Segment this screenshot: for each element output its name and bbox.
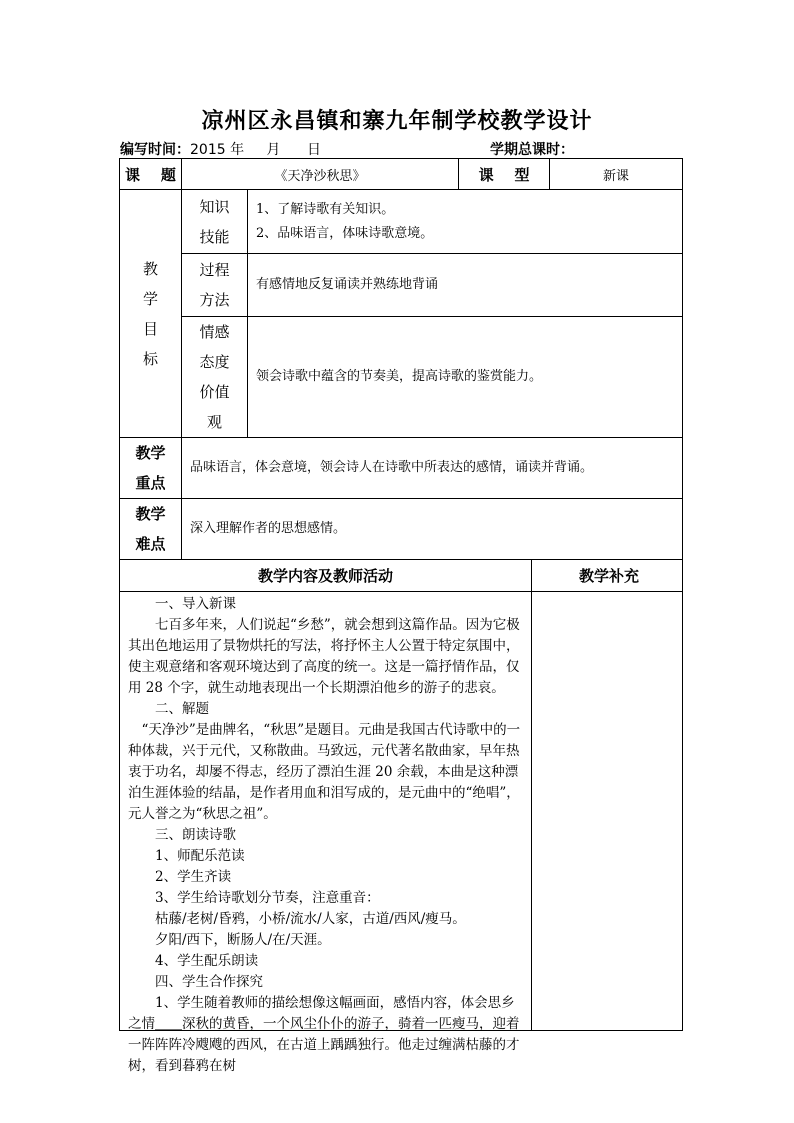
objective-process-row xyxy=(120,254,683,317)
process-content: 有感情地反复诵读并熟练地背诵 xyxy=(248,254,683,317)
content-line: 2、学生齐读 xyxy=(155,869,232,885)
process-label-line: 方法 xyxy=(199,291,230,309)
objective-emotion-row xyxy=(120,317,683,438)
objectives-label-char: 目 xyxy=(142,319,158,338)
emotion-label xyxy=(182,317,248,438)
meta-row xyxy=(120,139,682,159)
content-line: 一、导入新课 xyxy=(155,596,236,612)
knowledge-item: 1、了解诗歌有关知识。 xyxy=(256,201,395,217)
key-point-content: 品味语言，体会意境，领会诗人在诗歌中所表达的感情，诵读并背诵。 xyxy=(182,438,683,499)
knowledge-label-line: 技能 xyxy=(199,227,230,246)
process-label-line: 过程 xyxy=(199,261,230,279)
content-line: 七百多年来，人们说起“乡愁”，就会想到这篇作品。因为它极其出色地运用了景物烘托的写法，将抒怀主人公置于特定氛围中，使主观意绪和客观环境达到了高度的统一。这是一篇抒情作品，仅用 28 个字，就生动地表现出一个长期漂泊他乡的游子的悲哀。 xyxy=(128,617,520,696)
content-line: 3、学生给诗歌划分节奏，注意重音： xyxy=(155,890,380,906)
content-line: 二、解题 xyxy=(155,701,209,717)
lesson-plan-table xyxy=(119,158,683,1074)
content-line: 4、学生配乐朗读 xyxy=(155,953,259,969)
compile-time-label: 编写时间： xyxy=(120,142,190,158)
objectives-label-char: 学 xyxy=(142,289,158,308)
process-label xyxy=(182,254,248,317)
supplement-content xyxy=(532,592,683,1031)
objectives-label xyxy=(120,190,182,438)
difficulty-row xyxy=(120,499,683,560)
emotion-label-line: 观 xyxy=(206,413,222,431)
page-title: 凉州区永昌镇和寨九年制学校教学设计 xyxy=(201,109,593,134)
topic-row xyxy=(120,159,683,190)
knowledge-item: 2、品味语言，体味诗歌意境。 xyxy=(256,225,434,241)
difficulty-content: 深入理解作者的思想感情。 xyxy=(182,499,683,560)
key-point-label-line: 重点 xyxy=(135,474,166,492)
content-line: 1、师配乐范读 xyxy=(155,848,245,864)
emotion-content: 领会诗歌中蕴含的节奏美，提高诗歌的鉴赏能力。 xyxy=(248,317,683,438)
content-line: 四、学生合作探究 xyxy=(155,974,263,990)
emotion-label-line: 价值 xyxy=(199,383,230,401)
difficulty-label xyxy=(120,499,182,560)
type-value: 新课 xyxy=(550,159,683,190)
section-header-row xyxy=(120,560,683,592)
compile-time xyxy=(120,139,321,159)
type-label: 课 型 xyxy=(459,159,550,190)
key-point-label xyxy=(120,438,182,499)
content-line: 枯藤/老树/昏鸦，小桥/流水/人家，古道/西风/瘦马。 xyxy=(155,911,466,927)
objectives-label-char: 教 xyxy=(142,259,158,278)
difficulty-label-line: 难点 xyxy=(135,535,166,553)
difficulty-label-line: 教学 xyxy=(135,505,166,523)
teaching-content-body xyxy=(128,594,526,1074)
key-point-label-line: 教学 xyxy=(135,444,166,462)
term-hours-label: 学期总课时： xyxy=(490,142,574,158)
knowledge-label xyxy=(182,190,248,254)
topic-value: 《天净沙秋思》 xyxy=(182,159,459,190)
content-line: 夕阳/西下，断肠人/在/天涯。 xyxy=(155,932,331,948)
content-header: 教学内容及教师活动 xyxy=(120,560,532,592)
supplement-header: 教学补充 xyxy=(532,560,683,592)
content-line: 三、朗读诗歌 xyxy=(155,827,236,843)
content-row xyxy=(120,592,683,1031)
compile-time-value: 2015 年 月 日 xyxy=(190,142,322,158)
key-point-row xyxy=(120,438,683,499)
objective-knowledge-row xyxy=(120,190,683,254)
knowledge-content xyxy=(248,190,683,254)
content-line: “天净沙”是曲牌名，“秋思”是题目。元曲是我国古代诗歌中的一种体裁，兴于元代，又称散曲。马致远，元代著名散曲家，早年热衷于功名，却屡不得志，经历了漂泊生涯 20 余载，本曲是这种漂泊生涯体验的结晶，是作者用血和泪写成的，是元曲中的“绝唱”，元人誉之为“秋思之祖”。 xyxy=(128,722,521,822)
content-line: 1、学生随着教师的描绘想像这幅画面，感悟内容，体会思乡之情＿＿深秋的黄昏，一个风尘仆仆的游子，骑着一匹瘦马，迎着一阵阵阵冷飕飕的西风，在古道上踽踽独行。他走过缠满枯藤的才树，看到暮鸦在树 xyxy=(128,995,520,1074)
emotion-label-line: 情感 xyxy=(199,323,230,341)
knowledge-label-line: 知识 xyxy=(199,197,230,216)
objectives-label-char: 标 xyxy=(142,349,158,368)
topic-label: 课 题 xyxy=(120,159,182,190)
teaching-content xyxy=(120,592,532,1074)
emotion-label-line: 态度 xyxy=(199,353,230,371)
